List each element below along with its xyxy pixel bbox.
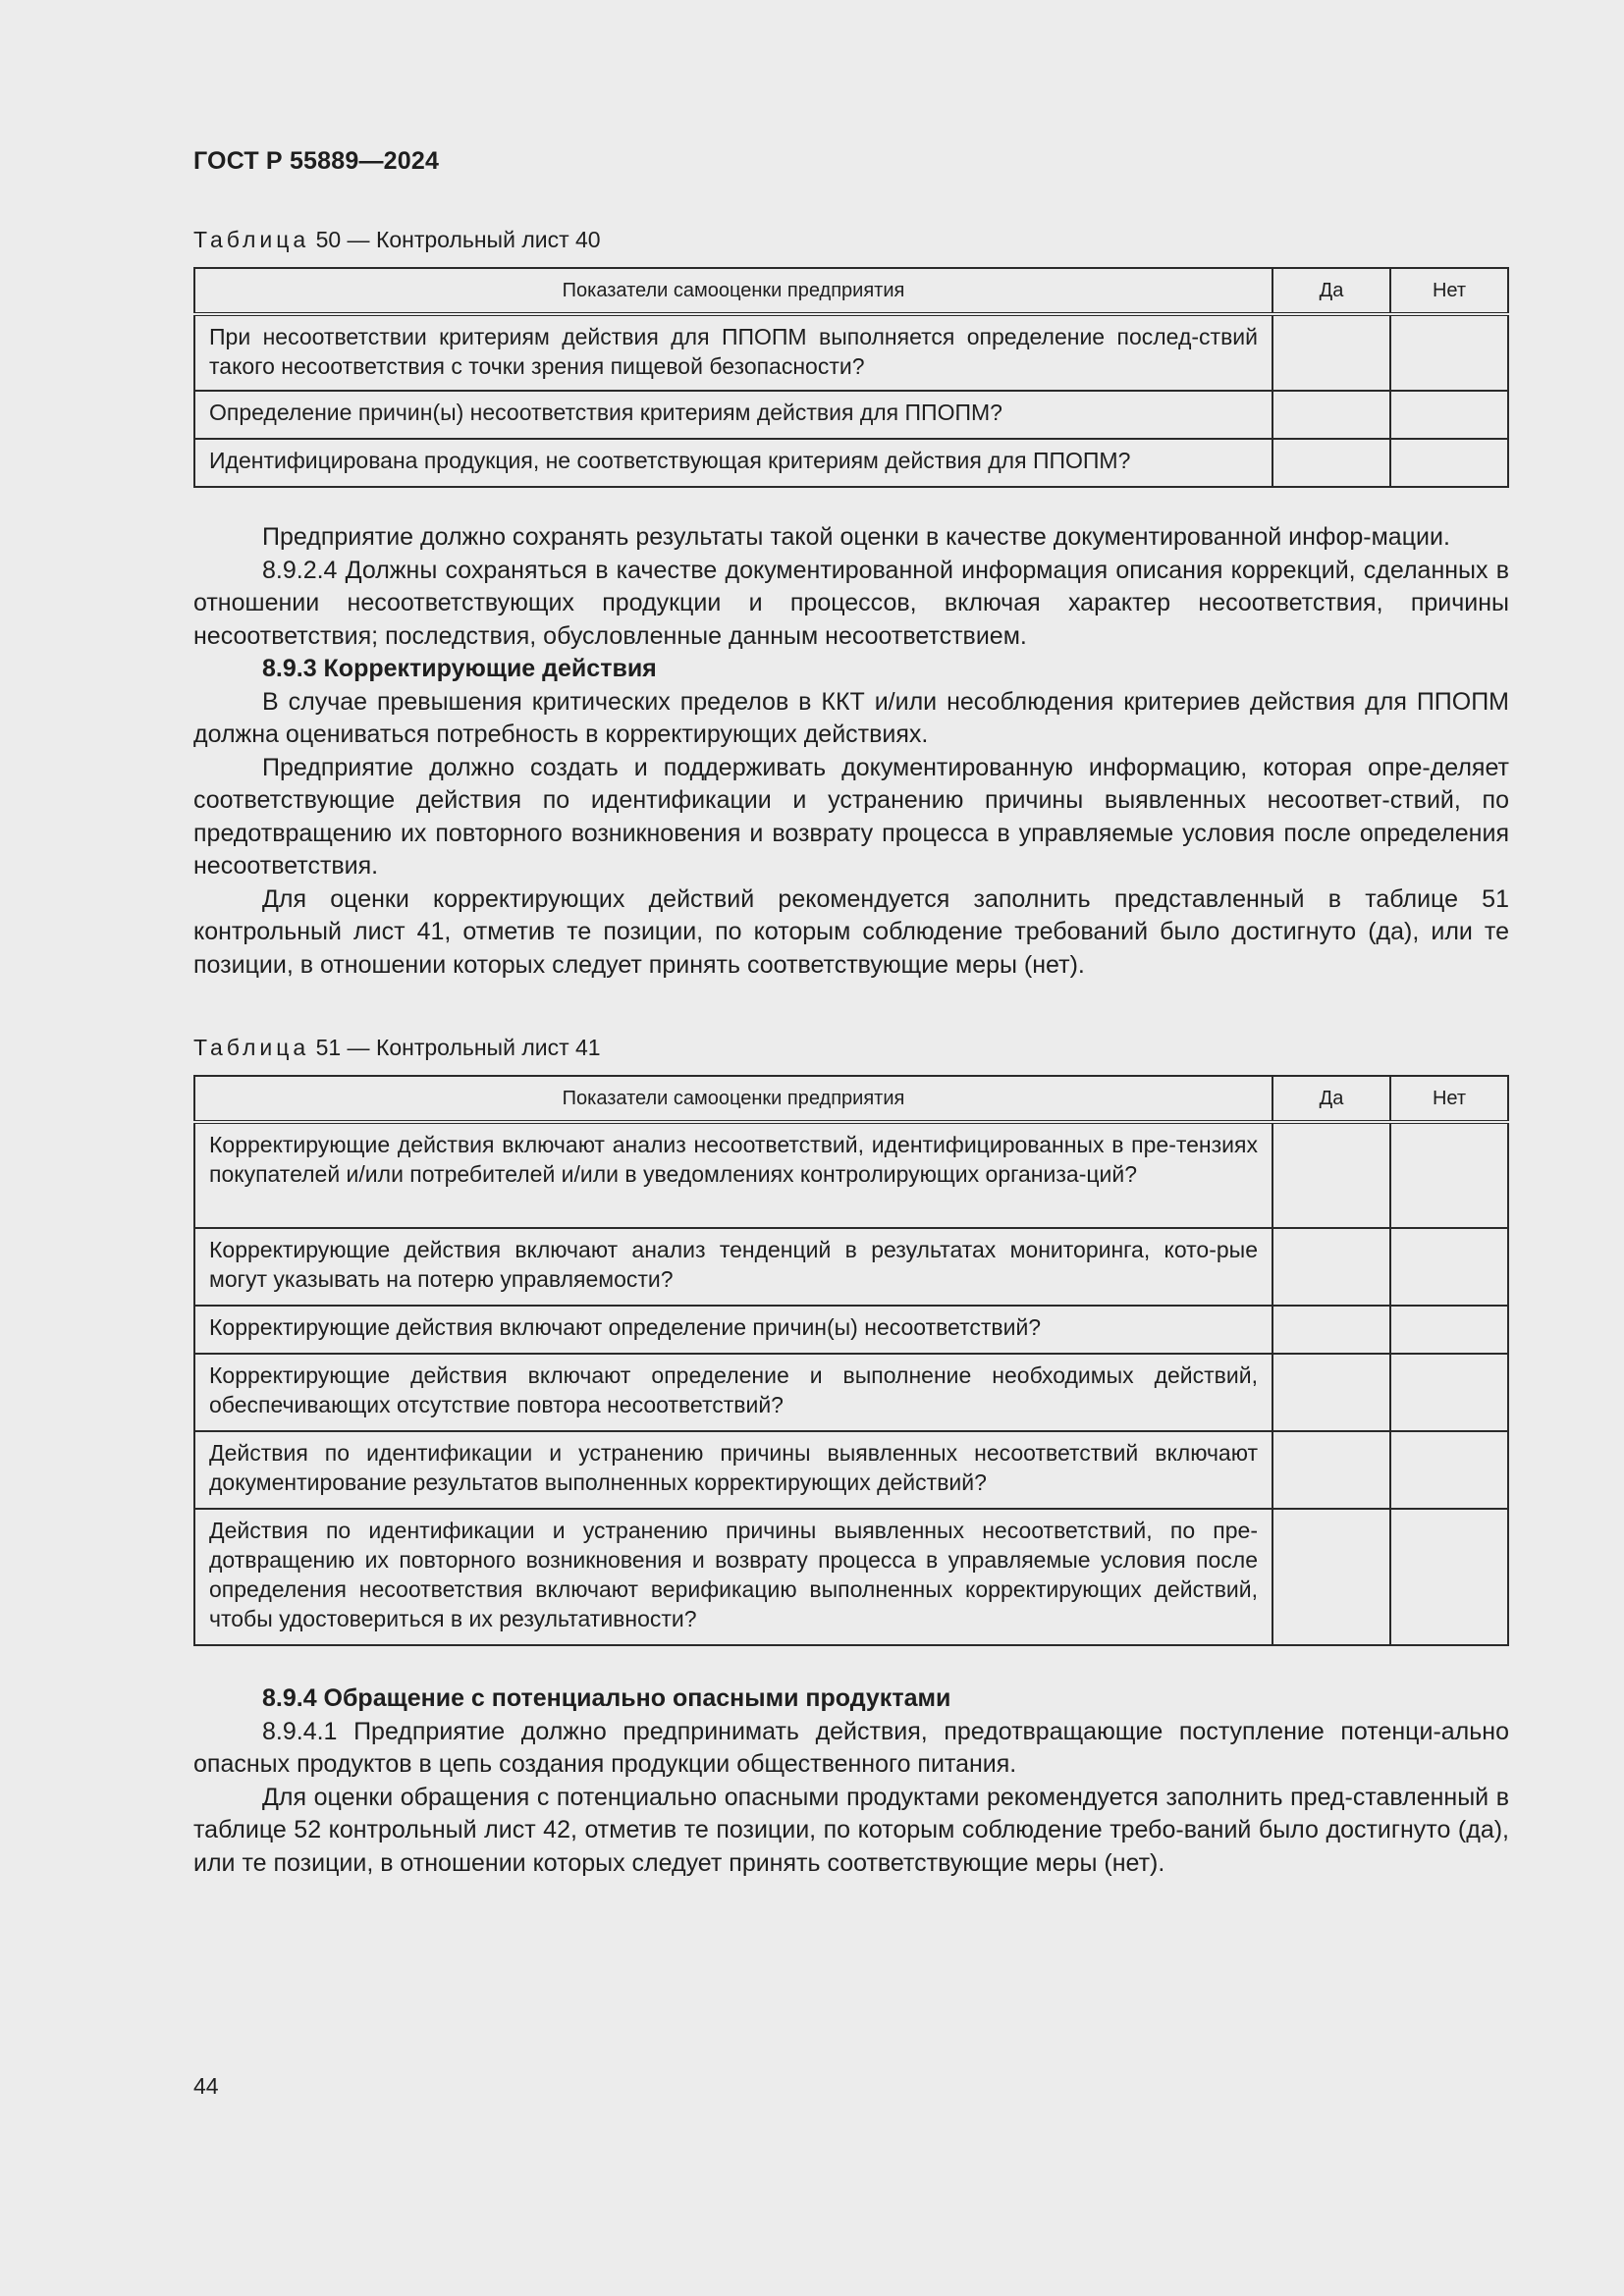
no-cell[interactable] [1390, 1228, 1508, 1306]
table-header-row [194, 268, 1508, 314]
yes-cell[interactable] [1272, 1228, 1390, 1306]
column-header-no: Нет [1390, 268, 1508, 314]
no-cell[interactable] [1390, 1122, 1508, 1228]
indicator-cell: Корректирующие действия включают анализ несоответствий, идентифицированных в пре-тензиях покупателей и/или потребителей и/или в уведомлениях контролирующих организа-ций? [194, 1122, 1272, 1228]
section-8-9-3-text [193, 521, 1509, 982]
section-8-9-4-text [193, 1682, 1509, 1880]
column-header-yes: Да [1272, 268, 1390, 314]
indicator-cell: Идентифицирована продукция, не соответствующая критериям действия для ППОПМ? [194, 439, 1272, 487]
column-header-yes: Да [1272, 1076, 1390, 1122]
table-header-row [194, 1076, 1508, 1122]
table-row [194, 439, 1508, 487]
indicator-cell: Корректирующие действия включают определение и выполнение необходимых действий, обеспечивающих отсутствие повтора несоответствий? [194, 1354, 1272, 1431]
no-cell[interactable] [1390, 1431, 1508, 1509]
no-cell[interactable] [1390, 1509, 1508, 1645]
no-cell[interactable] [1390, 1306, 1508, 1354]
table-51-checklist-41 [193, 1075, 1509, 1646]
yes-cell[interactable] [1272, 1509, 1390, 1645]
paragraph: Предприятие должно сохранять результаты такой оценки в качестве документированной инфор-мации. [262, 523, 1450, 551]
paragraph: Для оценки обращения с потенциально опасными продуктами рекомендуется заполнить пред-ставленный в таблице 52 контрольный лист 42, отметив те позиции, по которым соблюдение требо-ваний было достигнуто (да), или те позиции, в отношении которых следует принять соответствующие меры (нет). [193, 1783, 1509, 1877]
table-row [194, 1306, 1508, 1354]
indicator-cell: Действия по идентификации и устранению причины выявленных несоответствий включают документирование результатов выполненных корректирующих действий? [194, 1431, 1272, 1509]
table-50-caption [193, 227, 601, 253]
column-header-no: Нет [1390, 1076, 1508, 1122]
no-cell[interactable] [1390, 391, 1508, 439]
yes-cell[interactable] [1272, 439, 1390, 487]
table-51-caption [193, 1035, 601, 1061]
table-row [194, 1354, 1508, 1431]
yes-cell[interactable] [1272, 1306, 1390, 1354]
indicator-cell: Корректирующие действия включают анализ тенденций в результатах мониторинга, кото-рые могут указывать на потерю управляемости? [194, 1228, 1272, 1306]
yes-cell[interactable] [1272, 1122, 1390, 1228]
paragraph: 8.9.4.1 Предприятие должно предпринимать действия, предотвращающие поступление потенци-ально опасных продуктов в цепь создания продукции общественного питания. [193, 1717, 1509, 1778]
table-51-caption-word: Таблица [193, 1035, 310, 1060]
table-row [194, 314, 1508, 391]
paragraph: 8.9.2.4 Должны сохраняться в качестве документированной информация описания коррекций, сделанных в отношении несоответствующих продукции и процессов, включая характер несоответствия, причины несоответствия; последствия, обусловленные данным несоответствием. [193, 556, 1509, 650]
table-row [194, 1228, 1508, 1306]
document-title: ГОСТ Р 55889—2024 [193, 147, 440, 175]
yes-cell[interactable] [1272, 1354, 1390, 1431]
table-51-caption-text: 51 — Контрольный лист 41 [315, 1035, 601, 1060]
indicator-cell: При несоответствии критериям действия для ППОПМ выполняется определение послед-ствий такого несоответствия с точки зрения пищевой безопасности? [194, 314, 1272, 391]
indicator-cell: Определение причин(ы) несоответствия критериям действия для ППОПМ? [194, 391, 1272, 439]
section-heading: 8.9.3 Корректирующие действия [262, 655, 657, 682]
indicator-cell: Действия по идентификации и устранению причины выявленных несоответствий, по пре-дотвращению их повторного возникновения и возврату процесса в управляемые условия после определения несоответствия включают верификацию выполненных корректирующих действий, чтобы удостовериться в их результативности? [194, 1509, 1272, 1645]
table-row [194, 391, 1508, 439]
page-number: 44 [193, 2073, 219, 2099]
column-header-indicator: Показатели самооценки предприятия [194, 268, 1272, 314]
no-cell[interactable] [1390, 314, 1508, 391]
yes-cell[interactable] [1272, 391, 1390, 439]
paragraph: В случае превышения критических пределов в ККТ и/или несоблюдения критериев действия для ППОПМ должна оцениваться потребность в корректирующих действиях. [193, 687, 1509, 748]
table-50-caption-word: Таблица [193, 227, 310, 252]
table-row [194, 1122, 1508, 1228]
yes-cell[interactable] [1272, 1431, 1390, 1509]
table-50-caption-text: 50 — Контрольный лист 40 [315, 227, 601, 252]
section-heading: 8.9.4 Обращение с потенциально опасными продуктами [262, 1684, 951, 1712]
paragraph: Для оценки корректирующих действий рекомендуется заполнить представленный в таблице 51 контрольный лист 41, отметив те позиции, по которым соблюдение требований было достигнуто (да), или те позиции, в отношении которых следует принять соответствующие меры (нет). [193, 884, 1509, 979]
column-header-indicator: Показатели самооценки предприятия [194, 1076, 1272, 1122]
table-50-checklist-40 [193, 267, 1509, 488]
table-row [194, 1509, 1508, 1645]
no-cell[interactable] [1390, 1354, 1508, 1431]
no-cell[interactable] [1390, 439, 1508, 487]
yes-cell[interactable] [1272, 314, 1390, 391]
indicator-cell: Корректирующие действия включают определение причин(ы) несоответствий? [194, 1306, 1272, 1354]
table-row [194, 1431, 1508, 1509]
paragraph: Предприятие должно создать и поддерживать документированную информацию, которая опре-деляет соответствующие действия по идентификации и устранению причины выявленных несоответ-ствий, по предотвращению их повторного возникновения и возврату процесса в управляемые условия после определения несоответствия. [193, 753, 1509, 880]
